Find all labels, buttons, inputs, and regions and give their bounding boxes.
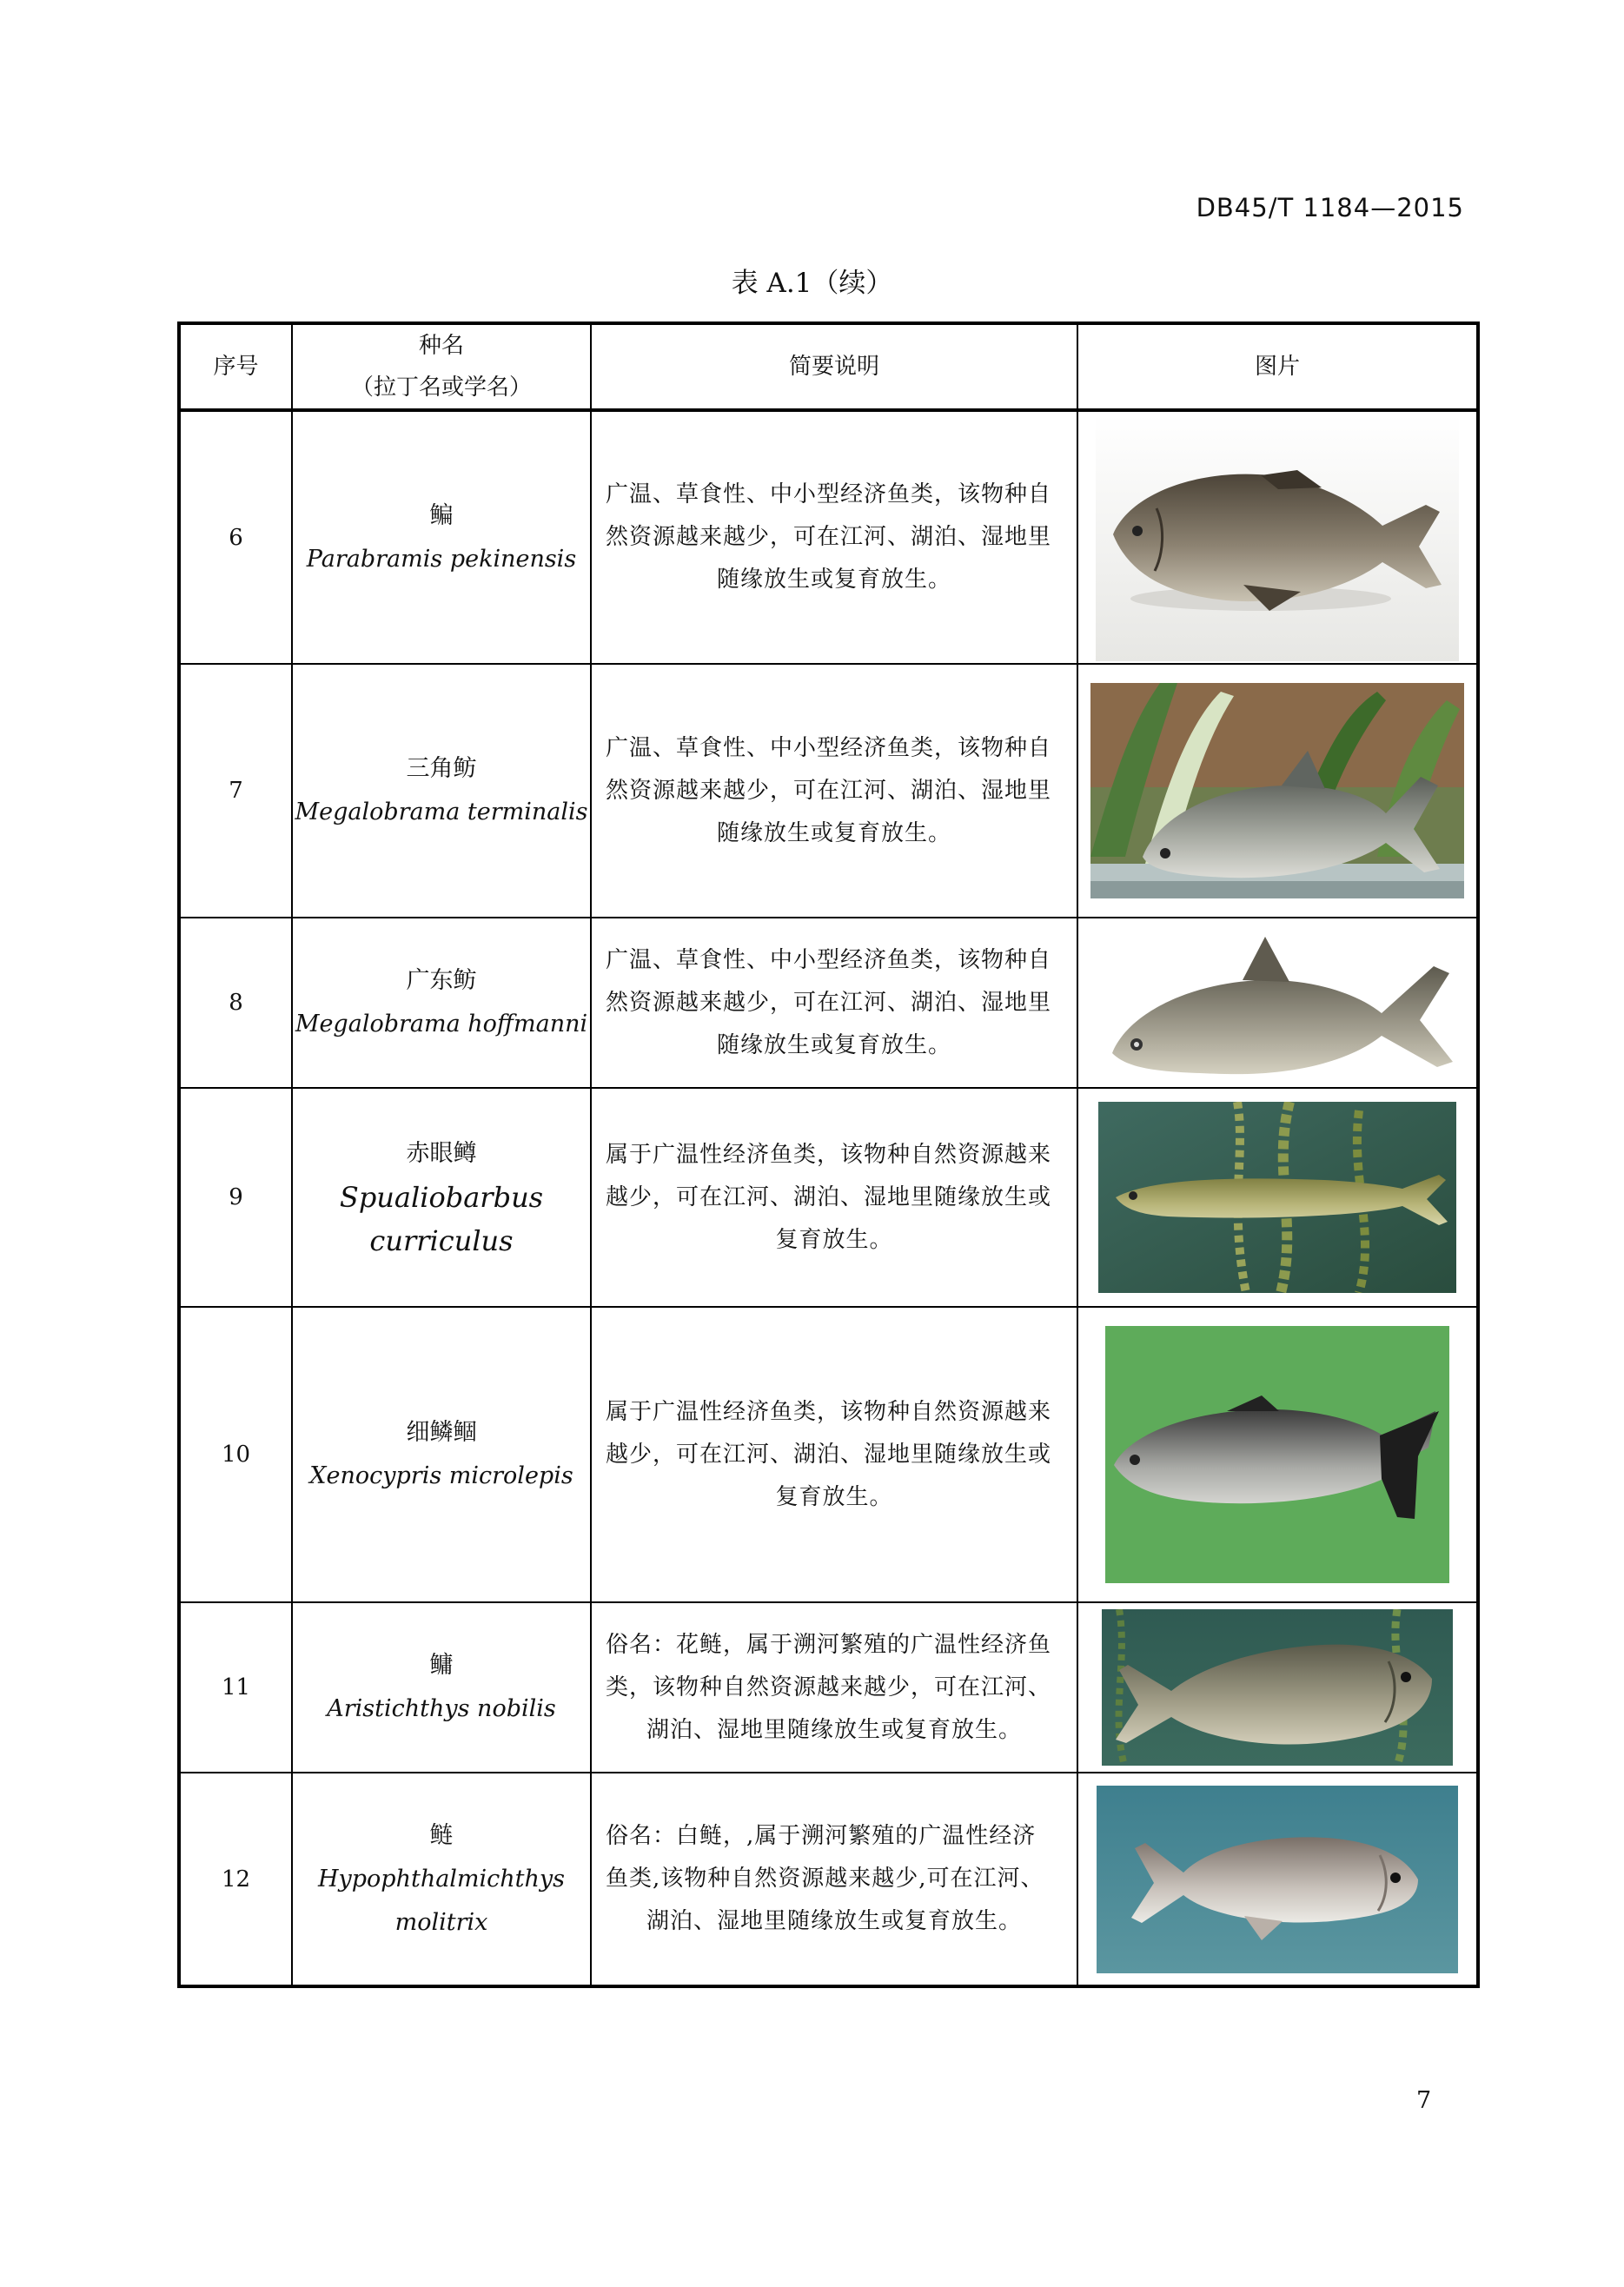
desc-line: 广温、草食性、中小型经济鱼类，该物种自	[606, 946, 1052, 973]
row-seq: 7	[179, 664, 292, 918]
description-cell	[591, 410, 1077, 664]
species-latin: Xenocypris microlepis	[309, 1462, 573, 1489]
species-cname: 广东鲂	[406, 967, 477, 994]
species-table	[177, 322, 1480, 1988]
desc-line: 湖泊、湿地里随缘放生或复育放生。	[646, 1908, 1022, 1934]
document-code: DB45/T 1184—2015	[1196, 193, 1464, 222]
row-seq: 10	[179, 1307, 292, 1602]
species-name-cell	[292, 1602, 591, 1773]
fish-weeds-photo-icon	[1098, 1102, 1456, 1293]
table-row	[179, 1088, 1478, 1307]
fish-silver-carp-photo-icon	[1097, 1786, 1458, 1973]
image-cell	[1077, 1773, 1478, 1986]
table-row	[179, 664, 1478, 918]
species-latin: Hypophthalmichthys	[317, 1865, 566, 1893]
species-latin: Spualiobarbus	[339, 1181, 544, 1214]
image-cell	[1077, 410, 1478, 664]
species-name-cell	[292, 664, 591, 918]
description-cell	[591, 1602, 1077, 1773]
desc-line: 越少，可在江河、湖泊、湿地里随缘放生或	[606, 1441, 1052, 1468]
header-name	[292, 323, 591, 410]
row-seq: 8	[179, 918, 292, 1088]
desc-line: 俗名：花鲢，属于溯河繁殖的广温性经济鱼	[606, 1631, 1052, 1658]
species-latin: Aristichthys nobilis	[327, 1695, 556, 1722]
table-row	[179, 1773, 1478, 1986]
row-seq: 9	[179, 1088, 292, 1307]
desc-line: 鱼类,该物种自然资源越来越少,可在江河、	[606, 1866, 1044, 1892]
header-image: 图片	[1077, 323, 1478, 410]
species-latin: Parabramis pekinensis	[306, 545, 577, 573]
species-latin: Megalobrama hoffmanni	[295, 1011, 588, 1037]
desc-line: 越少，可在江河、湖泊、湿地里随缘放生或	[606, 1183, 1052, 1210]
species-cname: 细鳞鲴	[406, 1419, 477, 1446]
desc-line: 复育放生。	[775, 1483, 893, 1510]
image-cell	[1077, 918, 1478, 1088]
desc-line: 属于广温性经济鱼类，该物种自然资源越来	[606, 1141, 1052, 1168]
fish-bighead-photo-icon	[1102, 1609, 1453, 1766]
desc-line: 然资源越来越少，可在江河、湖泊、湿地里	[606, 777, 1052, 804]
species-latin: curriculus	[369, 1224, 514, 1257]
desc-line: 广温、草食性、中小型经济鱼类，该物种自	[606, 734, 1052, 761]
table-title: 表 A.1（续）	[731, 268, 893, 299]
fish-green-bg-photo-icon	[1105, 1326, 1449, 1583]
fish-white-bg-photo-icon	[1095, 923, 1460, 1083]
species-cname: 三角鲂	[406, 755, 477, 782]
species-name-cell	[292, 918, 591, 1088]
header-name-line1: 种名	[418, 333, 464, 359]
desc-line: 随缘放生或复育放生。	[716, 567, 951, 593]
species-name-cell	[292, 1773, 591, 1986]
desc-line: 类，该物种自然资源越来越少，可在江河、	[606, 1674, 1052, 1700]
species-cname: 鳊	[429, 501, 454, 529]
desc-line: 湖泊、湿地里随缘放生或复育放生。	[646, 1716, 1022, 1743]
desc-line: 复育放生。	[775, 1226, 893, 1253]
desc-line: 随缘放生或复育放生。	[716, 1031, 951, 1058]
image-cell	[1077, 1088, 1478, 1307]
species-cname: 鲢	[429, 1821, 454, 1849]
description-cell	[591, 1773, 1077, 1986]
page-number: 7	[1416, 2087, 1432, 2114]
table-row	[179, 918, 1478, 1088]
species-latin: Megalobrama terminalis	[295, 799, 588, 825]
desc-line: 然资源越来越少，可在江河、湖泊、湿地里	[606, 524, 1052, 550]
table-row	[179, 1602, 1478, 1773]
table-row	[179, 410, 1478, 664]
image-cell	[1077, 664, 1478, 918]
description-cell	[591, 918, 1077, 1088]
row-seq: 11	[179, 1602, 292, 1773]
desc-line: 然资源越来越少，可在江河、湖泊、湿地里	[606, 989, 1052, 1016]
species-latin: molitrix	[394, 1908, 488, 1936]
species-cname: 鳙	[429, 1652, 454, 1679]
table-header-row	[179, 323, 1478, 410]
desc-line: 属于广温性经济鱼类，该物种自然资源越来	[606, 1398, 1052, 1425]
desc-line: 俗名：白鲢，,属于溯河繁殖的广温性经济	[606, 1823, 1037, 1849]
description-cell	[591, 664, 1077, 918]
description-cell	[591, 1307, 1077, 1602]
fish-bream-photo-icon	[1096, 414, 1459, 661]
species-cname: 赤眼鳟	[406, 1140, 477, 1167]
image-cell	[1077, 1307, 1478, 1602]
species-name-cell	[292, 1307, 591, 1602]
header-desc: 简要说明	[591, 323, 1077, 410]
desc-line: 广温、草食性、中小型经济鱼类，该物种自	[606, 481, 1052, 507]
species-name-cell	[292, 1088, 591, 1307]
row-seq: 6	[179, 410, 292, 664]
desc-line: 随缘放生或复育放生。	[716, 819, 951, 846]
species-name-cell	[292, 410, 591, 664]
table-row	[179, 1307, 1478, 1602]
header-seq: 序号	[179, 323, 292, 410]
header-name-line2: （拉丁名或学名）	[350, 375, 532, 401]
image-cell	[1077, 1602, 1478, 1773]
description-cell	[591, 1088, 1077, 1307]
fish-aquarium-photo-icon	[1090, 683, 1464, 898]
row-seq: 12	[179, 1773, 292, 1986]
